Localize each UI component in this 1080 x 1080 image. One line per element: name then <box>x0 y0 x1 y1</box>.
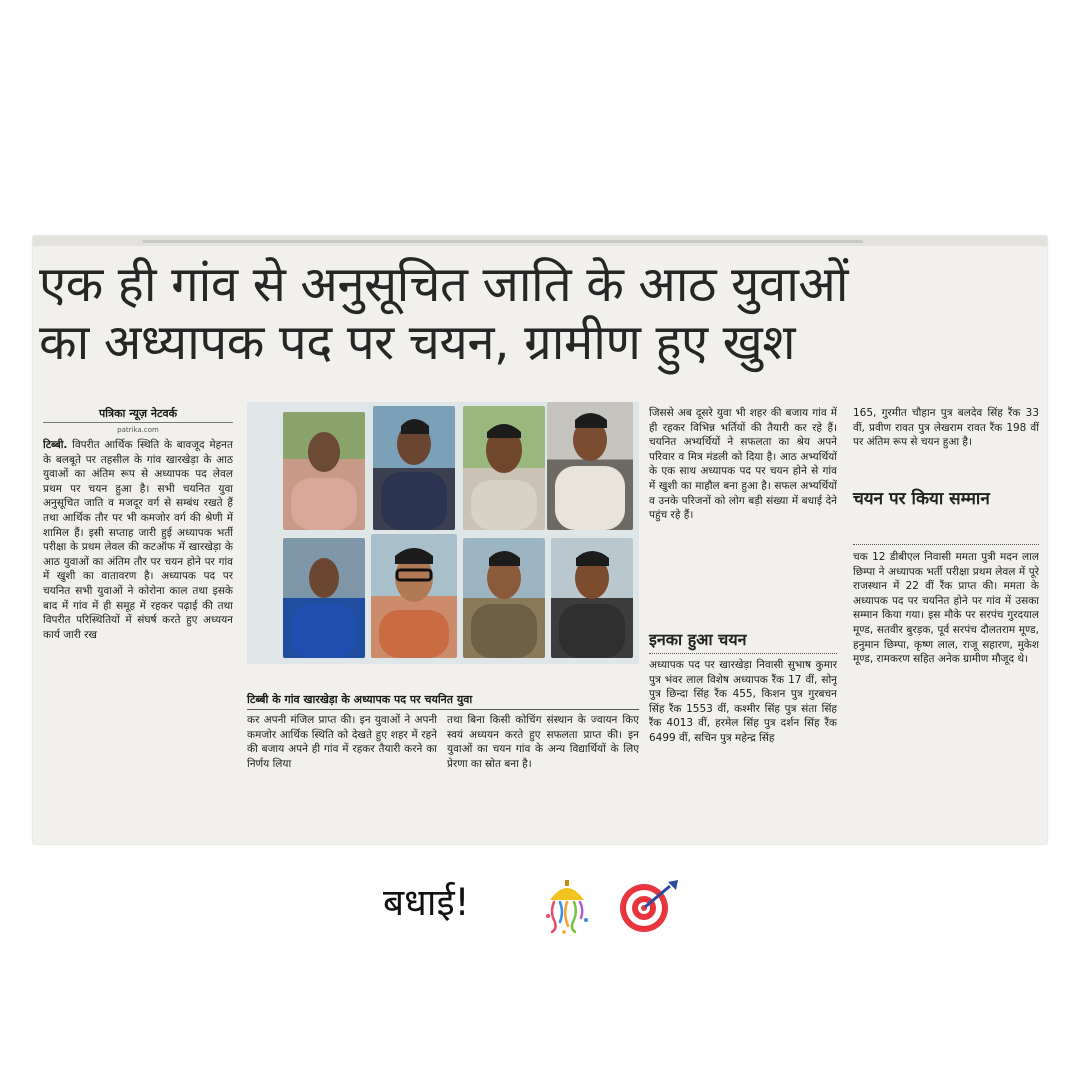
headline-line-1: एक ही गांव से अनुसूचित जाति के आठ युवाओं <box>39 256 848 313</box>
column-1 <box>43 438 233 828</box>
congratulations-text: बधाई! <box>383 881 470 924</box>
headline-line-2: का अध्यापक पद पर चयन, ग्रामीण हुए खुश <box>39 314 796 371</box>
portrait-silhouette-icon <box>371 534 457 658</box>
portrait-photo <box>463 406 545 530</box>
section-heading: इनका हुआ चयन <box>649 630 747 649</box>
byline: पत्रिका न्यूज़ नेटवर्क <box>98 407 178 420</box>
portrait-silhouette-icon <box>373 406 455 530</box>
heading-divider <box>649 653 837 654</box>
portrait-silhouette-icon <box>283 538 365 658</box>
top-rule <box>143 240 863 243</box>
column-4-bottom: अध्यापक पद पर खारखेड़ा निवासी सुभाष कुमार पुत्र भंवर लाल विशेष अध्यापक रैंक 17 वीं, सोनू पुत्र छिन्दा सिंह रैंक 455, किशन पुत्र गुरबचन सिंह रैंक 1553 वीं, कश्मीर सिंह पुत्र संता सिंह रैंक 4013 वीं, हरमेल सिंह पुत्र दर्शन सिंह रैंक 6499 वीं, सचिन पुत्र महेन्द्र सिंह <box>649 659 837 744</box>
photo-caption: टिब्बी के गांव खारखेड़ा के अध्यापक पद पर चयनित युवा <box>247 693 473 706</box>
site-credit: patrika.com <box>117 426 159 434</box>
portrait-photo <box>371 534 457 658</box>
portrait-photo <box>547 402 633 530</box>
column-1-text: विपरीत आर्थिक स्थिति के बावजूद मेहनत के बलबूते पर तहसील के गांव खारखेड़ा के आठ युवाओं का अंतिम रूप से अध्यापक पद लेवल प्रथम पर चयन हुआ है। सभी चयनित युवा अनुसूचित जाति व मजदूर वर्ग से सम्बंध रखते हैं तथा आर्थिक तौर पर भी कमजोर वर्ग की श्रेणी में शामिल हैं। इसी सप्ताह जारी हुई अध्यापक भर्ती परीक्षा के प्रथम लेवल की कटऑफ में खारखेड़ा के आठ युवाओं का अंतिम तौर पर चयन होने पर गांव में खुशी का वातावरण है। अध्यापक पद पर चयनित सभी युवाओं ने कोरोना काल तथा इसके बाद में गांव में ही समूह में रहकर पढ़ाई की तथा विपरीत परिस्थितियों में संघर्ष करते हुए अध्ययन कार्य जारी रख <box>43 439 233 641</box>
section-heading: चयन पर किया सम्मान <box>853 489 990 509</box>
column-4-top: जिससे अब दूसरे युवा भी शहर की बजाय गांव में ही रहकर विभिन्न भर्तियों की तैयारी कर रहे हैं। चयनित अभ्यर्थियों ने सफलता का श्रेय अपने परिवार व मित्र मंडली को दिया है। आठ अभ्यर्थियों के एक साथ अध्यापक पद पर चयन होने से गांव में खुशी का माहौल बना हुआ है। सफल अभ्यर्थियों व उनके परिजनों को लोग बड़ी संख्या में बधाई देने पहुंच रहे हैं। <box>649 407 837 522</box>
column-2: कर अपनी मंजिल प्राप्त की। इन युवाओं ने अपनी कमजोर आर्थिक स्थिति को देखते हुए शहर में रहने की बजाय अपने ही गांव में रहकर तैयारी करने का निर्णय लिया <box>247 714 437 770</box>
portrait-photo <box>283 412 365 530</box>
portrait-silhouette-icon <box>463 406 545 530</box>
portrait-photo <box>551 538 633 658</box>
byline-divider <box>43 422 233 423</box>
portrait-photo <box>373 406 455 530</box>
portrait-silhouette-icon <box>283 412 365 530</box>
caption-divider <box>247 709 639 710</box>
confetti-ball-icon <box>538 876 596 938</box>
headline <box>39 256 1039 372</box>
photo-collage <box>247 402 639 664</box>
column-3: तथा बिना किसी कोचिंग संस्थान के ज्वायन किए स्वयं अध्ययन करते हुए सफलता प्राप्त की। इन युवाओं का चयन गांव के अन्य विद्यार्थियों के लिए प्रेरणा का स्रोत बना है। <box>447 714 639 770</box>
portrait-photo <box>463 538 545 658</box>
dateline: टिब्बी. <box>43 439 68 451</box>
column-5-bottom: चक 12 डीबीएल निवासी ममता पुत्री मदन लाल छिम्पा ने अध्यापक भर्ती परीक्षा प्रथम लेवल में पूरे राजस्थान में 22 वीं रैंक प्राप्त की। ममता के अध्यापक पद पर चयनित होने पर गांव में उसका सम्मान किया गया। इस मौके पर सरपंच गुरदयाल मूण्ड, सतवीर बुरड़क, पूर्व सरपंच दौलतराम मूण्ड, हनुमान छिम्पा, कृष्ण लाल, राजू सहारण, मुकेश मूण्ड, रामकरण सहित अनेक ग्रामीण मौजूद थे। <box>853 551 1039 666</box>
heading-divider <box>853 544 1039 545</box>
portrait-photo <box>283 538 365 658</box>
clipping-top-edge <box>33 236 1047 246</box>
newspaper-clipping <box>33 236 1047 844</box>
portrait-silhouette-icon <box>547 402 633 530</box>
portrait-silhouette-icon <box>463 538 545 658</box>
bullseye-icon <box>618 878 682 938</box>
portrait-silhouette-icon <box>551 538 633 658</box>
column-5-top: 165, गुरमीत चौहान पुत्र बलदेव सिंह रैंक 33 वीं, प्रवीण रावत पुत्र लेखराम रावत रैंक 198 वीं पर अंतिम रूप से चयन हुआ है। <box>853 407 1039 449</box>
